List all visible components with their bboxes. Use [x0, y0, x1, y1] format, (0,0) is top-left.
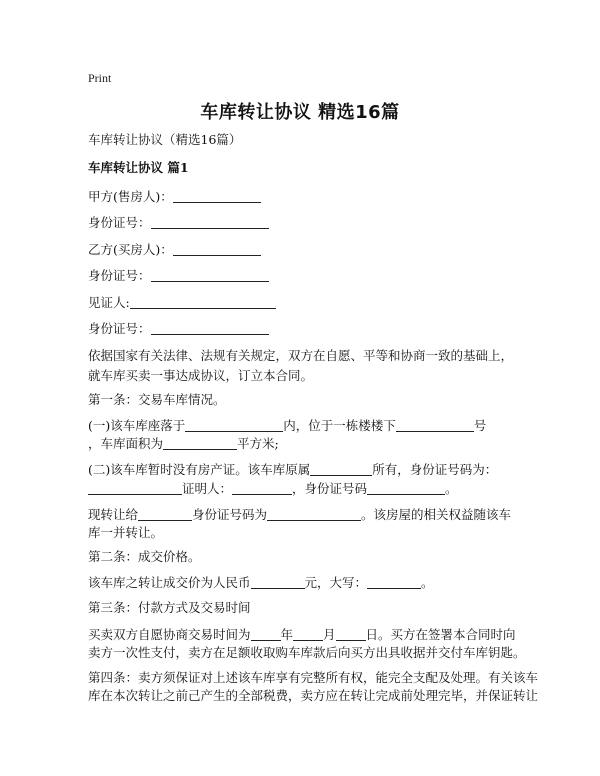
intro-paragraph: 依据国家有关法律、法规有关规定，双方在自愿、平等和协商一致的基础上，就车库买卖一事达成协议，订立本合同。: [88, 348, 514, 383]
witness-label: 见证人:: [88, 295, 130, 310]
document-subtitle: 车库转让协议（精选16篇）: [88, 132, 242, 147]
text-fragment: 月: [323, 627, 336, 642]
text-fragment: 证明人：: [182, 481, 233, 496]
buyer-id-field: [88, 266, 518, 286]
buyer-field: [88, 240, 518, 260]
transferee-id-blank: [267, 506, 361, 521]
article1-item2-line1: [88, 460, 518, 480]
text-fragment: 。该房屋的相关权益随该车: [361, 507, 512, 522]
article1-item2-line2: [88, 479, 518, 499]
witness-id-blank: [151, 320, 269, 335]
day-blank: [336, 626, 366, 641]
text-fragment: 该车库之转让成交价为人民币: [88, 575, 251, 590]
text-fragment: 。: [445, 481, 458, 496]
text-fragment: 买卖双方自愿协商交易时间为: [88, 627, 251, 642]
article3-heading: 第三条：付款方式及交易时间: [88, 600, 251, 615]
seller-id-label: 身份证号：: [88, 215, 151, 230]
document-title: 车库转让协议 精选16篇: [200, 102, 400, 123]
text-fragment: 元，大写：: [304, 575, 368, 590]
article1-item1-line1: [88, 416, 518, 436]
text-fragment: 平方米;: [237, 436, 279, 451]
text-fragment: 日。买方在签署本合同时向: [365, 627, 516, 642]
witness-name-blank: [232, 480, 292, 495]
month-blank: [293, 626, 323, 641]
article3-line2: 卖方一次性支付，卖方在足额收取购车库款后向买方出具收据并交付车库钥匙。: [88, 645, 526, 660]
seller-label: 甲方(售房人)：: [88, 189, 173, 204]
article1-transfer-line2: 库一并转让。: [88, 525, 164, 540]
article3-line1: [88, 625, 518, 645]
text-fragment: ，身份证号码: [292, 481, 368, 496]
buyer-id-label: 身份证号：: [88, 268, 151, 283]
text-fragment: 所有，身份证号码为：: [372, 462, 498, 477]
text-fragment: 内，位于一栋楼楼下: [283, 418, 396, 433]
text-fragment: (一)该车库座落于: [88, 418, 186, 433]
location-blank: [185, 417, 283, 432]
witness-blank: [130, 294, 276, 309]
witness-field: [88, 293, 518, 313]
seller-blank: [173, 188, 261, 203]
text-fragment: 。: [421, 575, 434, 590]
article1-item1-line2: [88, 434, 518, 454]
transferee-blank: [138, 506, 192, 521]
price-words-blank: [367, 574, 421, 589]
text-fragment: 号: [473, 418, 487, 433]
text-fragment: 年: [280, 627, 294, 642]
section-heading: 车库转让协议 篇1: [88, 160, 189, 175]
witness-id-field: [88, 319, 518, 339]
print-label[interactable]: Print: [88, 71, 112, 85]
article1-transfer-line1: [88, 505, 518, 525]
article4-line1: 第四条：卖方须保证对上述该车库享有完整所有权，能完全支配及处理。有关该车: [88, 670, 539, 685]
buyer-id-blank: [151, 267, 269, 282]
text-fragment: ，车库面积为: [88, 436, 164, 451]
article2-heading: 第二条：成交价格。: [88, 549, 201, 564]
witness-id-label: 身份证号：: [88, 321, 151, 336]
article4-line2: 库在本次转让之前己产生的全部税费，卖方应在转让完成前处理完毕，并保证转让: [88, 688, 539, 703]
year-blank: [251, 626, 281, 641]
article1-heading: 第一条：交易车库情况。: [88, 392, 226, 407]
seller-id-blank: [151, 214, 269, 229]
buyer-blank: [173, 241, 261, 256]
seller-field: [88, 187, 518, 207]
witness-id-number-blank: [367, 480, 445, 495]
buyer-label: 乙方(买房人)：: [88, 242, 173, 257]
text-fragment: 身份证号码为: [192, 507, 268, 522]
price-number-blank: [251, 574, 305, 589]
seller-id-field: [88, 213, 518, 233]
article2-price: [88, 573, 518, 593]
text-fragment: (二)该车库暂时没有房产证。该车库原属: [88, 462, 311, 477]
owner-id-blank: [88, 480, 182, 495]
text-fragment: 现转让给: [88, 507, 139, 522]
owner-blank: [310, 461, 372, 476]
unit-blank: [396, 417, 474, 432]
area-blank: [163, 435, 237, 450]
